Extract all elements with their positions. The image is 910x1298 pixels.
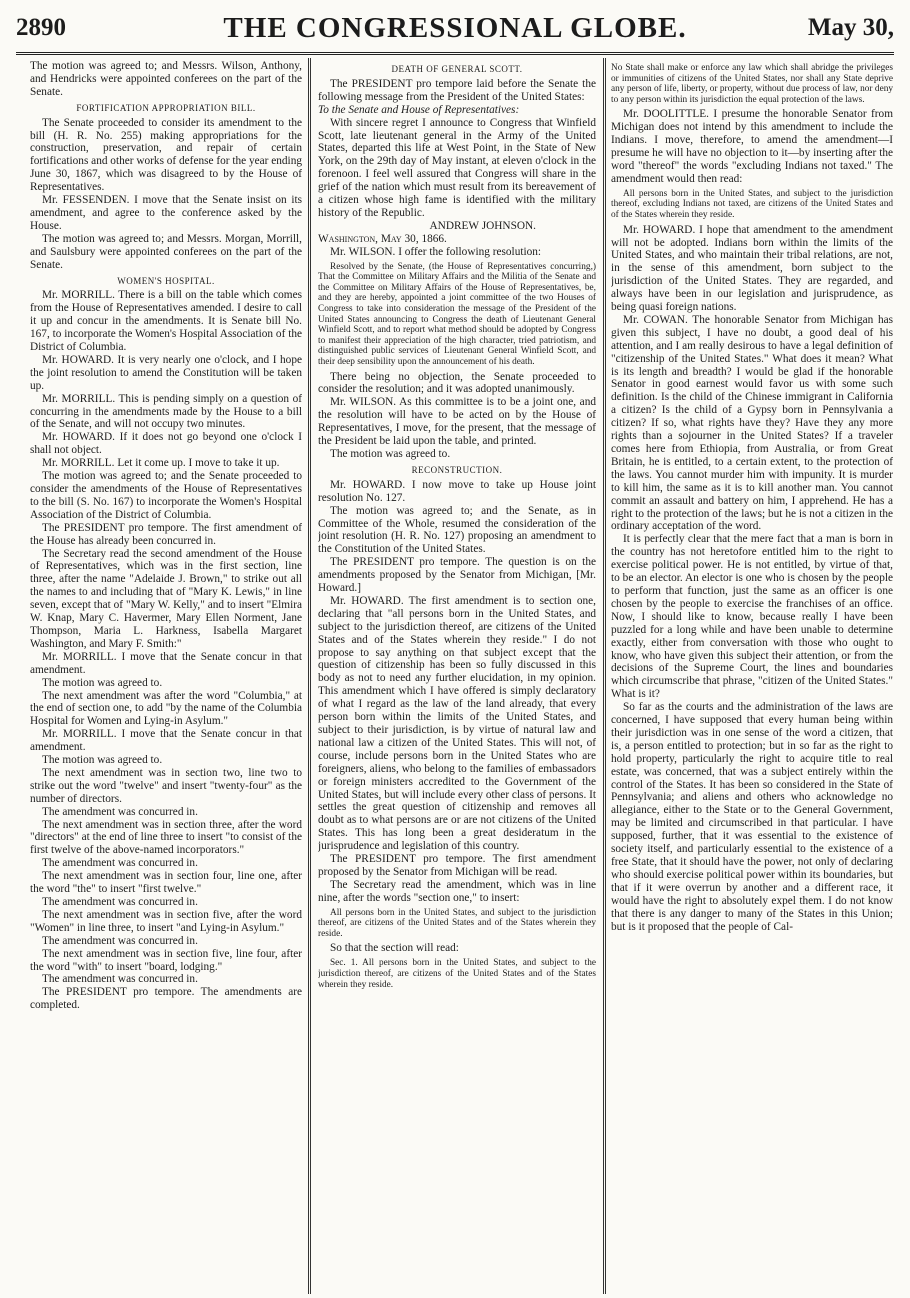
paragraph: Mr. WILSON. As this committee is to be a joint one, and the resolution will have to be acted on by the House of Representatives, I move, for the present, that the message of the President be laid upon the table, and printed. [318, 396, 596, 448]
paragraph: Mr. HOWARD. The first amendment is to section one, declaring that "all persons born in the United States, and subject to the jurisdiction thereof, are citizens of the United States and of the States wherein they reside." I do not propose to say anything on that subject except that the question of citizenship has been so fully discussed in this body as not to need any further elucidation, in my opinion. This amendment which I have offered is simply declaratory of what I regard as the law of the land already, that every person born within the limits of the United States, and subject to their jurisdiction, is by virtue of natural law and national law a citizen of the United States. This will not, of course, include persons born in the United States who are foreigners, aliens, who belong to the families of embassadors or foreign ministers accredited to the Government of the United States, but will include every other class of persons. It settles the great question of citizenship and removes all doubt as to what persons are or are not citizens of the United States. This has long been a great desideratum in the jurisprudence and legislation of this country. [318, 594, 596, 853]
paragraph: Mr. MORRILL. This is pending simply on a question of concurring in the amendments made by the House to a bill of the Senate, and will not occupy two minutes. [30, 392, 302, 431]
section-heading: FORTIFICATION APPROPRIATION BILL. [76, 102, 256, 113]
paragraph: Mr. DOOLITTLE. I presume the honorable Senator from Michigan does not intend by this amendment to include the Indians. I move, therefore, to amend the amendment—I presume he will have no objection to it—by inserting after the word "thereof" the words "excluding Indians not taxed." The amendment would then read: [611, 108, 893, 185]
page-date: May 30, [807, 14, 894, 41]
header-rule [16, 52, 894, 55]
paragraph: The PRESIDENT pro tempore laid before the Senate the following message from the President of the United States: [318, 77, 596, 103]
paragraph: Mr. FESSENDEN. I move that the Senate insist on its amendment, and agree to the conference asked by the House. [30, 194, 302, 232]
amendment-text: All persons born in the United States, and subject to the jurisdiction thereof, excluding Indians not taxed, are citizens of the United States and of the States wherein they reside. [611, 188, 893, 220]
paragraph: The motion was agreed to; and the Senate, as in Committee of the Whole, resumed the consideration of the joint resolution (H. R. No. 127) proposing an amendment to the Constitution of the United States. [318, 504, 596, 556]
message-body: With sincere regret I announce to Congress that Winfield Scott, late lieutenant general in the Army of the United States, departed this life at West Point, in the State of New York, on the 29th day of May instant, at eleven o'clock in the forenoon. I feel well assured that Congress will share in the grief of the nation which must result from its bereavement of a citizen whose high fame is identified with the military history of the Republic. [318, 116, 596, 219]
paragraph: The motion was agreed to. [42, 676, 163, 689]
paragraph: The Secretary read the amendment, which was in line nine, after the words "section one," to insert: [318, 878, 596, 904]
paragraph: The PRESIDENT pro tempore. The first amendment of the House has already been concurred in. [30, 521, 302, 547]
section-heading: RECONSTRUCTION. [411, 464, 503, 475]
column-divider [603, 58, 606, 1294]
paragraph: Mr. HOWARD. If it does not go beyond one o'clock I shall not object. [30, 431, 302, 457]
section-heading: DEATH OF GENERAL SCOTT. [391, 64, 523, 74]
paragraph: The next amendment was in section five, after the word "Women" in line three, to insert "and Lying-in Asylum." [30, 908, 302, 934]
paragraph: Mr. MORRILL. I move that the Senate concur in that amendment. [30, 728, 302, 754]
message-salutation: To the Senate and House of Representatives: [318, 103, 520, 116]
paragraph: So that the section will read: [330, 942, 459, 955]
page-header [16, 6, 894, 52]
paragraph: Mr. MORRILL. Let it come up. I move to take it up. [42, 457, 280, 470]
resolution-text: Resolved by the Senate, (the House of Representatives concurring,) That the Committee on Military Affairs and the Militia of the Senate and the Committee on Military Affairs of the House of Representatives, be, and they are hereby, appointed a joint committee of the two Houses of Congress to take into consideration the message of the President of the United States announcing to Congress the death of Lieutenant General Winfield Scott, and to report what method should be adopted by Congress to manifest their appreciation of the high character, tried patriotism, and distinguished public services of Lieutenant General Winfield Scott, and their deep sensibility upon the announcement of his death. [318, 261, 596, 367]
paragraph: So far as the courts and the administration of the laws are concerned, I have supposed that every human being within their jurisdiction was in one sense of the word a citizen, that is, a person entitled to protection; but in so far as the right to hold property, particularly the right to acquire title to real estate, was concerned, that was a subject entirely within the control of the States. It has been so considered in the State of Pennsylvania; and aliens and others who acknowledge no allegiance, either to the State or to the General Government, may be limited and circumscribed in that particular. I have supposed, further, that it was essential to the existence of society itself, and particularly essential to the existence of a free State, that it should have the power, not only of declaring who should exercise political power within its boundaries, but that if it were overrun by another and a different race, it would have the right to absolutely expel them. I do not know that there is any danger to many of the States in this Union; but is it proposed that the people of Cal- [611, 701, 893, 933]
paragraph: The motion was agreed to. [42, 754, 163, 767]
column-1 [30, 60, 302, 1292]
page-number: 2890 [16, 14, 66, 41]
paragraph: The motion was agreed to; and Messrs. Morgan, Morrill, and Saulsbury were appointed conferees on the part of the Senate. [30, 232, 302, 271]
paragraph: The motion was agreed to; and Messrs. Wilson, Anthony, and Hendricks were appointed conferees on the part of the Senate. [30, 60, 302, 98]
message-signature: ANDREW JOHNSON. [429, 219, 536, 232]
paragraph: The motion was agreed to; and the Senate proceeded to consider the amendments of the House of Representatives to the bill (S. No. 167) to incorporate the Women's Hospital Association of the District of Columbia. [30, 470, 302, 521]
paragraph: There being no objection, the Senate proceeded to consider the resolution; and it was adopted unanimously. [318, 370, 596, 396]
paragraph: The amendment was concurred in. [42, 805, 198, 818]
section-text: No State shall make or enforce any law which shall abridge the privileges or immunities of citizens of the United States, nor shall any State deprive any person of life, liberty, or property, without due process of law, nor deny to any person within its jurisdiction the equal protection of the laws. [611, 63, 893, 105]
paragraph: Mr. MORRILL. I move that the Senate concur in that amendment. [30, 650, 302, 676]
paragraph: Mr. HOWARD. It is very nearly one o'clock, and I hope the joint resolution to amend the Constitution will be taken up. [30, 353, 302, 392]
message-dateline: Washington, May 30, 1866. [318, 232, 447, 245]
paragraph: The Secretary read the second amendment of the House of Representatives, which was in the first section, line three, after the name "Adelaide J. Brown," to strike out all the names to and including that of "Mary K. Lewis," in line seven, except that of "Mary W. Kelly," and to insert "Elmira W. Knap, Mary C. Havermer, Mary Ellen Norment, Jane Thompson, Maria L. Harkness, Isabella Margaret Washington, and Mary F. Smith:" [30, 547, 302, 650]
paragraph: The amendment was concurred in. [42, 973, 198, 986]
column-3 [611, 60, 893, 1292]
column-2 [318, 60, 596, 1292]
paragraph: It is perfectly clear that the mere fact that a man is born in the country has not heretofore entitled him to the right to exercise political power. He is not entitled, by virtue of that, to be an elector. An elector is one who is chosen by the people to perform that function, just the same as an officer is one chosen by the people to exercise the franchises of an office. Now, I should like to know, because really I have been puzzled for a long while and have been unable to determine exactly, either from conversation with those who ought to know, who have given this subject their attention, or from the decisions of the Supreme Court, the lines and boundaries which circumscribe that phrase, "citizen of the United States." What is it? [611, 533, 893, 701]
paragraph: The next amendment was after the word "Columbia," at the end of section one, to add "by the name of the Columbia Hospital for Women and Lying-in Asylum." [30, 689, 302, 728]
paragraph: Mr. HOWARD. I hope that amendment to the amendment will not be adopted. Indians born within the limits of the United States, and who maintain their tribal relations, are not, in the sense of this amendment, born subject to the jurisdiction of the United States. They are regarded, and always have been in our legislation and jurisprudence, as being quasi foreign nations. [611, 223, 893, 314]
paragraph: Mr. MORRILL. There is a bill on the table which comes from the House of Representatives amended. I desire to call it up and concur in the amendments. It is Senate bill No. 167, to incorporate the Women's Hospital Association of the District of Columbia. [30, 289, 302, 354]
paragraph: Mr. COWAN. The honorable Senator from Michigan has given this subject, I have no doubt, a good deal of his attention, and I am really desirous to have a legal definition of "citizenship of the United States." What does it mean? What is its length and breadth? I would be glad if the honorable Senator in good earnest would favor us with some such definition. Is the child of the Chinese immigrant in California a citizen? Is the child of a Gypsy born in Pennsylvania a citizen? If so, what rights have they? Have they any more rights than a sojourner in the United States? If a traveler comes here from Ethiopia, from Australia, or from Great Britain, he is entitled, to a certain extent, to the protection of the laws. You cannot murder him with impunity. It is murder to kill him, the same as it is to kill another man. You cannot commit an assault and battery on him, I apprehend. He has a right to the protection of the laws; but he is not a citizen in the ordinary acceptation of the word. [611, 313, 893, 533]
section-heading: WOMEN'S HOSPITAL. [117, 275, 215, 286]
paragraph: The next amendment was in section four, line one, after the word "the" to insert "first twelve." [30, 870, 302, 896]
paragraph: The PRESIDENT pro tempore. The question is on the amendments proposed by the Senator from Michigan, [Mr. Howard.] [318, 556, 596, 595]
paragraph: The PRESIDENT pro tempore. The amendments are completed. [30, 986, 302, 1012]
section-text: Sec. 1. All persons born in the United States, and subject to the jurisdiction thereof, are citizens of the United States and of the States wherein they reside. [318, 958, 596, 990]
paragraph: The motion was agreed to. [330, 447, 451, 460]
paragraph: The next amendment was in section two, line two to strike out the word "twelve" and insert "twenty-four" as the number of directors. [30, 766, 302, 805]
paragraph: Mr. HOWARD. I now move to take up House joint resolution No. 127. [318, 478, 596, 504]
paragraph: The next amendment was in section five, line four, after the word "with" to insert "board, lodging." [30, 947, 302, 973]
masthead-title: THE CONGRESSIONAL GLOBE. [223, 12, 687, 44]
amendment-text: All persons born in the United States, and subject to the jurisdiction thereof, are citizens of the United States and of the States wherein they reside. [318, 907, 596, 939]
paragraph: The next amendment was in section three, after the word "directors" at the end of line three to insert "to consist of the first twelve of the above-named incorporators." [30, 818, 302, 857]
paragraph: The amendment was concurred in. [42, 896, 198, 908]
paragraph: The amendment was concurred in. [42, 934, 198, 947]
paragraph: The PRESIDENT pro tempore. The first amendment proposed by the Senator from Michigan will be read. [318, 853, 596, 878]
paragraph: The amendment was concurred in. [42, 857, 198, 870]
column-divider [308, 58, 311, 1294]
paragraph: The Senate proceeded to consider its amendment to the bill (H. R. No. 255) making appropriations for the construction, preservation, and repair of certain fortifications and other works of defense for the year ending June 30, 1867, which was disagreed to by the House of Representatives. [30, 116, 302, 194]
paragraph: Mr. WILSON. I offer the following resolution: [330, 245, 542, 258]
